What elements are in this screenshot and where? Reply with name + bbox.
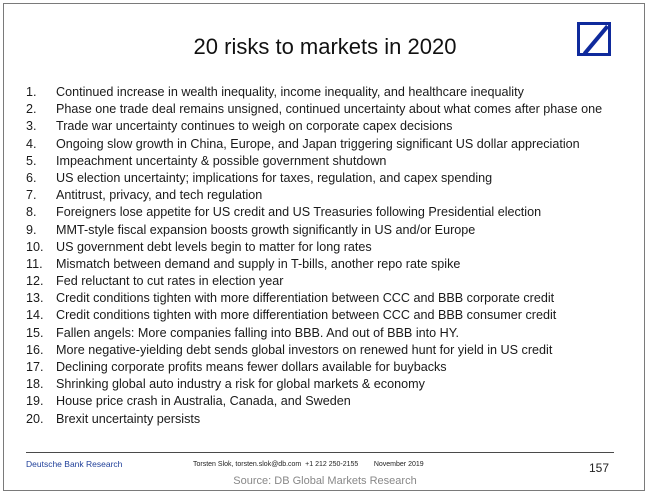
list-item-number: 2. xyxy=(26,102,37,117)
footer-contact: Torsten Slok, torsten.slok@db.com +1 212 250-2155 November 2019 xyxy=(193,461,424,468)
list-item-text: Shrinking global auto industry a risk for global markets & economy xyxy=(56,377,425,392)
list-item xyxy=(26,393,644,410)
list-item-text: Phase one trade deal remains unsigned, continued uncertainty about what comes after phase one xyxy=(56,102,603,117)
list-item-text: MMT-style fiscal expansion boosts growth significantly in US and/or Europe xyxy=(56,222,476,237)
list-item xyxy=(26,411,644,428)
list-item-text: Trade war uncertainty continues to weigh on corporate capex decisions xyxy=(56,119,453,134)
list-item-number: 14. xyxy=(26,308,44,323)
list-item-number: 1. xyxy=(26,85,37,99)
list-item xyxy=(26,84,644,101)
list-item-text: Mismatch between demand and supply in T-bills, another repo rate spike xyxy=(56,256,461,271)
list-item-number: 18. xyxy=(26,377,44,392)
list-item-number: 20. xyxy=(26,411,44,426)
page-number: 157 xyxy=(589,461,610,475)
list-item-text: House price crash in Australia, Canada, and Sweden xyxy=(56,394,351,409)
list-item-number: 8. xyxy=(26,205,37,220)
list-item-text: Credit conditions tighten with more differentiation between CCC and BBB corporate credit xyxy=(56,291,555,306)
list-item xyxy=(26,101,644,118)
list-item xyxy=(26,325,644,342)
list-item-number: 9. xyxy=(26,222,37,237)
footer-brand: Deutsche Bank Research xyxy=(26,459,123,469)
list-item-number: 11. xyxy=(26,256,43,271)
list-item-number: 15. xyxy=(26,325,44,340)
list-item-number: 12. xyxy=(26,274,44,289)
deutsche-bank-logo-icon xyxy=(577,22,611,56)
list-item-text: More negative-yielding debt sends global investors on renewed hunt for yield in US credit xyxy=(56,342,553,357)
list-item xyxy=(26,118,644,135)
list-item xyxy=(26,376,644,393)
list-item xyxy=(26,153,644,170)
list-item-text: Brexit uncertainty persists xyxy=(56,411,201,426)
list-item-text: Declining corporate profits means fewer dollars available for buybacks xyxy=(56,360,447,374)
slide-title: 20 risks to markets in 2020 xyxy=(193,34,457,59)
list-item xyxy=(26,187,644,204)
list-item-text: US government debt levels begin to matter for long rates xyxy=(56,239,372,254)
list-item-text: Credit conditions tighten with more differentiation between CCC and BBB consumer credit xyxy=(56,308,557,323)
list-item-number: 17. xyxy=(26,360,44,374)
list-item-text: Fallen angels: More companies falling into BBB. And out of BBB into HY. xyxy=(56,325,459,340)
list-item-text: Ongoing slow growth in China, Europe, and Japan triggering significant US dollar appreciation xyxy=(56,136,580,151)
list-item xyxy=(26,273,644,290)
list-item-number: 3. xyxy=(26,119,37,134)
list-item-number: 4. xyxy=(26,136,37,151)
list-item xyxy=(26,307,644,324)
list-item-number: 7. xyxy=(26,188,37,203)
footer-divider xyxy=(26,452,614,453)
list-item xyxy=(26,359,644,376)
list-item xyxy=(26,256,644,273)
list-item-text: Fed reluctant to cut rates in election year xyxy=(56,274,284,289)
list-item xyxy=(26,239,644,256)
list-item xyxy=(26,222,644,239)
list-item-number: 6. xyxy=(26,170,37,185)
list-item xyxy=(26,342,644,359)
list-item-number: 5. xyxy=(26,153,37,168)
list-item-text: Foreigners lose appetite for US credit and US Treasuries following Presidential election xyxy=(56,205,542,220)
list-item-text: Antitrust, privacy, and tech regulation xyxy=(56,188,263,203)
source-note: Source: DB Global Markets Research xyxy=(233,475,417,487)
list-item xyxy=(26,170,644,187)
list-item-text: Continued increase in wealth inequality, income inequality, and healthcare inequality xyxy=(56,85,524,99)
list-item-number: 19. xyxy=(26,394,44,409)
list-item-text: US election uncertainty; implications for taxes, regulation, and capex spending xyxy=(56,170,493,185)
list-item xyxy=(26,290,644,307)
list-item-number: 10. xyxy=(26,239,44,254)
list-item-number: 16. xyxy=(26,342,44,357)
list-item-text: Impeachment uncertainty & possible government shutdown xyxy=(56,153,387,168)
list-item xyxy=(26,204,644,221)
risk-list xyxy=(26,84,644,428)
list-item xyxy=(26,136,644,153)
list-item-number: 13. xyxy=(26,291,44,306)
